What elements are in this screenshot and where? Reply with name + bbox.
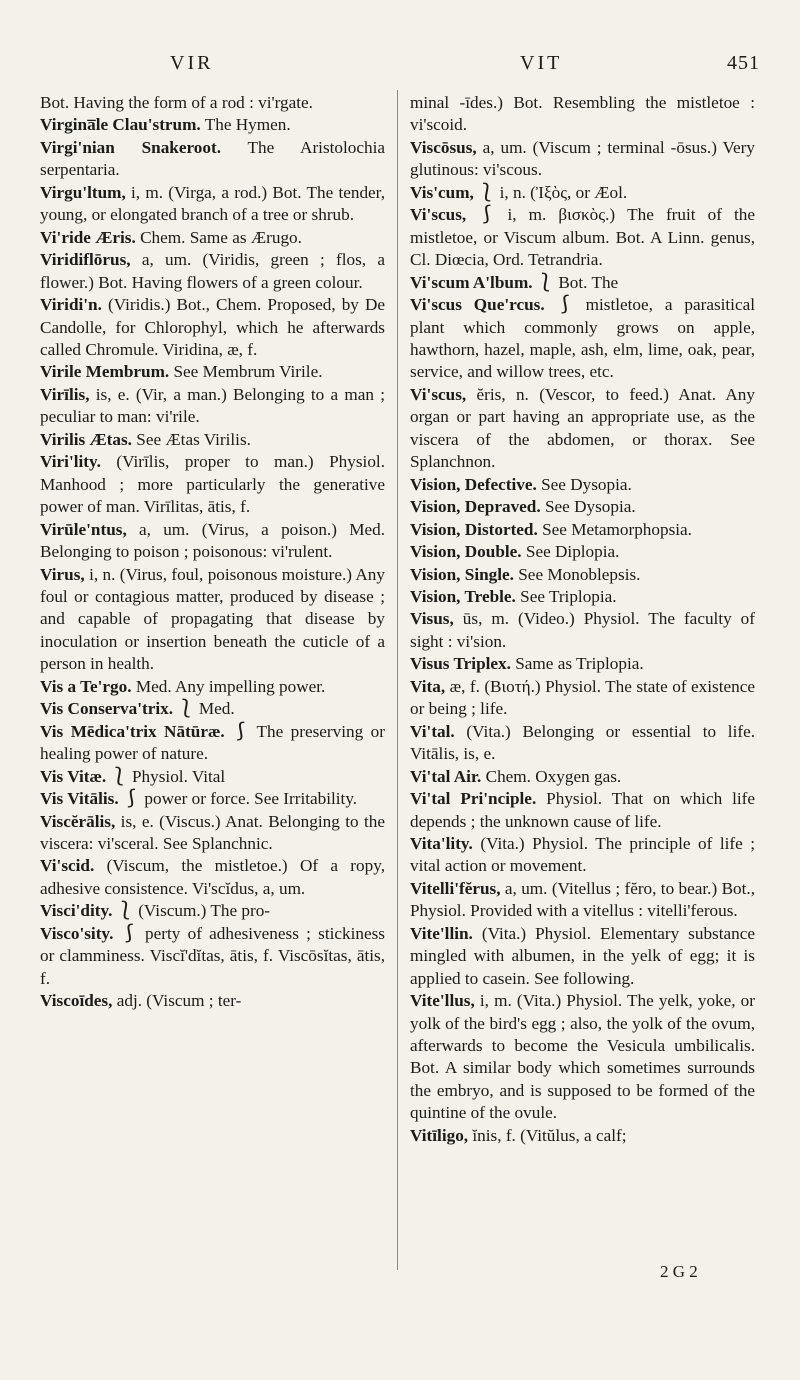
column-divider [397,90,398,1270]
dictionary-entry [40,227,385,249]
entry-headword: Virgi'nian Snakeroot. [40,137,222,157]
dictionary-entry [410,833,755,878]
entry-definition: power or force. See Irritability. [140,789,358,809]
entry-definition: Same as Triplopia. [510,654,644,674]
dictionary-entry [40,114,385,136]
entry-headword: Vis Mēdica'trix Nātūræ. ⎰ [40,721,250,741]
entry-definition: See Monoblepsis. [513,564,641,584]
entry-headword: Vis Conserva'trix. ⎱ [40,699,195,719]
entry-definition: Chem. Oxygen gas. [481,766,622,786]
entry-headword: Viri'lity. [40,452,101,472]
dictionary-entry [40,788,385,810]
dictionary-entry [40,92,385,114]
entry-definition: The Aristolochia serpentaria. [40,137,385,180]
dictionary-entry [40,384,385,429]
entry-headword: Vis Vitālis. ⎰ [40,789,141,809]
entry-headword: Vi'tal. [410,721,455,741]
entry-definition: adj. (Viscum ; ter- [112,991,242,1011]
dictionary-entry [40,294,385,361]
dictionary-entry [40,766,385,788]
entry-definition: Chem. Same as Ærugo. [135,227,302,247]
entry-headword: Vi'scid. [40,856,95,876]
entry-definition: ĭnis, f. (Vitŭlus, a calf; [468,1125,627,1145]
entry-definition: Bot. The [554,272,619,292]
entry-definition: Physiol. That on which life depends ; the unknown cause of life. [410,789,756,831]
dictionary-entry [410,788,755,833]
entry-headword: Vi'scum A'lbum. ⎱ [410,272,555,292]
entry-headword: Vitelli'fĕrus, [410,878,501,898]
entry-headword: Visus Triplex. [410,654,511,674]
entry-definition: Bot. Having the form of a rod : vi'rgate. [40,93,313,112]
entry-headword: Vi'tal Pri'nciple. [410,789,537,809]
entry-definition: i, n. (Virus, foul, poisonous moisture.) Any foul or contagious matter, produced by disease ; and capable of propagating that disease by inoculation or insertion beneath the cuticle of a person in health. [40,564,385,674]
dictionary-entry [40,676,385,698]
right-column [410,92,755,1147]
header-right-guide: VIT [520,52,563,74]
entry-headword: Viscōsus, [410,137,477,157]
page-number: 451 [727,52,760,74]
entry-headword: Vis a Te'rgo. [40,676,132,696]
dictionary-entry [40,855,385,900]
entry-definition: (Viridis.) Bot., Chem. Proposed, by De Candolle, for Chlorophyl, which he afterwards called Chromule. Viridina, æ, f. [40,295,385,359]
entry-definition: a, um. (Viridis, green ; flos, a flower.) Bot. Having flowers of a green colour. [40,250,385,292]
entry-definition: See Triplopia. [515,586,617,606]
entry-headword: Viscĕrālis, [40,811,116,831]
entry-definition: æ, f. (Βιοτή.) Physiol. The state of existence or being ; life. [410,676,755,719]
entry-definition: (Viscum.) The pro- [133,901,271,921]
entry-definition: (Virīlis, proper to man.) Physiol. Manhood ; more particularly the generative power of man. Virīlitas, ātis, f. [40,452,385,517]
dictionary-entry [40,564,385,676]
entry-definition: The preserving or healing power of nature. [40,721,385,764]
entry-definition: See Membrum Virile. [169,362,323,382]
dictionary-entry [410,586,755,608]
entry-definition: See Diplopia. [521,542,620,562]
entry-definition: minal -īdes.) Bot. Resembling the mistletoe : vi'scoid. [410,93,755,135]
entry-headword: Vite'llin. [410,923,473,943]
left-column [40,92,385,1013]
dictionary-entry [410,766,755,788]
dictionary-entry [410,676,755,721]
dictionary-entry [410,519,755,541]
entry-headword: Virīlis, [40,384,90,404]
dictionary-entry [40,361,385,383]
entry-headword: Vi'ride Æris. [40,227,136,247]
dictionary-entry [410,1125,755,1147]
dictionary-entry [40,451,385,518]
dictionary-entry [40,519,385,564]
entry-headword: Vi'tal Air. [410,766,482,786]
entry-headword: Vi'scus Que'rcus. ⎰ [410,295,574,315]
dictionary-entry [40,811,385,856]
entry-definition: See Dysopia. [536,474,632,494]
dictionary-entry [40,721,385,766]
entry-headword: Virgu'ltum, [40,182,126,202]
entry-headword: Viridiflōrus, [40,250,131,270]
entry-definition: i, m. (Vita.) Physiol. The yelk, yoke, or yolk of the bird's egg ; also, the yolk of the ovum, afterwards to become the Vesicula umbilicalis. Bot. A similar body which sometimes surrounds the embryo, and is supposed to be formed of the quintine of the ovule. [410,991,755,1123]
entry-definition: is, e. (Vir, a man.) Belonging to a man ; peculiar to man: vi'rile. [40,384,385,427]
dictionary-entry [40,249,385,294]
dictionary-entry [410,137,755,182]
dictionary-entry [410,294,755,384]
dictionary-entry [410,721,755,766]
entry-headword: Vite'llus, [410,991,475,1011]
entry-definition: perty of adhesiveness ; stickiness or clamminess. Viscĭ'dĭtas, ātis, f. Viscōsĭtas, ātis, f. [40,923,385,988]
dictionary-entry [410,92,755,137]
entry-headword: Vision, Distorted. [410,519,538,539]
running-header [40,52,760,82]
entry-headword: Vision, Depraved. [410,497,541,517]
dictionary-entry [410,990,755,1125]
dictionary-entry [410,272,755,294]
entry-headword: Vitīligo, [410,1125,469,1145]
entry-headword: Vita'lity. [410,833,473,853]
dictionary-entry [410,204,755,271]
dictionary-entry [410,608,755,653]
entry-headword: Vi'scus, [410,384,467,404]
dictionary-entry [410,384,755,474]
dictionary-entry [40,900,385,922]
entry-definition: (Vita.) Physiol. Elementary substance mingled with albumen, in the yelk of egg; it is applied to casein. See following. [410,923,755,988]
entry-definition: Med. Any impelling power. [131,676,326,696]
entry-headword: Vi'scus, ⎰ [410,205,496,225]
dictionary-entry [40,698,385,720]
header-left-guide: VIR [170,52,214,74]
entry-definition: i, m. βισκὸς.) The fruit of the mistletoe, or Viscum album. Bot. A Linn. genus, Cl. Diœcia, Ord. Tetrandria. [410,205,755,270]
dictionary-entry [410,923,755,990]
entry-headword: Virgina̅le Clau'strum. [40,115,201,135]
entry-headword: Virile Membrum. [40,362,170,382]
entry-definition: See Ætas Virilis. [131,429,251,449]
entry-definition: mistletoe, a parasitical plant which commonly grows on apple, hawthorn, hazel, maple, ash, elm, lime, oak, pear, service, and willow trees, etc. [410,295,755,382]
entry-definition: ĕris, n. (Vescor, to feed.) Anat. Any organ or part having an appropriate use, as the viscera of the abdomen, or thorax. See Splanchnon. [410,384,755,472]
entry-definition: a, um. (Viscum ; terminal -ōsus.) Very glutinous: vi'scous. [410,137,755,180]
entry-headword: Virilis Ætas. [40,429,132,449]
entry-definition: The Hymen. [200,115,291,135]
entry-definition: is, e. (Viscus.) Anat. Belonging to the viscera: vi'sceral. See Splanchnic. [40,811,385,853]
entry-headword: Vision, Treble. [410,586,516,606]
entry-headword: Visco'sity. ⎰ [40,923,138,943]
entry-definition: (Viscum, the mistletoe.) Of a ropy, adhesive consistence. Vi'scĭdus, a, um. [40,856,385,898]
dictionary-entry [410,564,755,586]
entry-definition: See Dysopia. [540,497,636,517]
dictionary-entry [40,137,385,182]
dictionary-entry [40,990,385,1012]
entry-definition: Physiol. Vital [127,766,226,786]
dictionary-entry [40,182,385,227]
dictionary-entry [40,429,385,451]
dictionary-entry [410,541,755,563]
dictionary-entry [410,653,755,675]
entry-definition: i, m. (Virga, a rod.) Bot. The tender, young, or elongated branch of a tree or shrub. [40,182,385,225]
entry-definition: a, um. (Vitellus ; fĕro, to bear.) Bot., Physiol. Provided with a vitellus : vitelli'ferous. [410,878,755,921]
entry-headword: Vita, [410,676,446,696]
entry-headword: Viscoīdes, [40,991,113,1011]
entry-definition: i, n. (Ἰξὸς, or Æol. [495,182,628,202]
entry-headword: Vis'cum, ⎱ [410,182,496,202]
entry-headword: Visus, [410,609,454,629]
dictionary-entry [410,474,755,496]
signature-mark: 2 G 2 [660,1262,698,1281]
entry-headword: Viridi'n. [40,295,102,315]
entry-definition: (Vita.) Physiol. The principle of life ; vital action or movement. [410,833,755,876]
entry-definition: Med. [194,699,235,719]
entry-headword: Virus, [40,564,85,584]
entry-headword: Vision, Defective. [410,474,537,494]
entry-definition: a, um. (Virus, a poison.) Med. Belonging to poison ; poisonous: vi'rulent. [40,519,385,562]
entry-headword: Virūle'ntus, [40,519,127,539]
entry-headword: Vision, Single. [410,564,514,584]
entry-definition: (Vita.) Belonging or essential to life. Vitālis, is, e. [410,721,755,764]
entry-headword: Visci'dity. ⎱ [40,901,134,921]
entry-definition: See Metamorphopsia. [537,519,692,539]
dictionary-entry [40,923,385,990]
dictionary-entry [410,182,755,204]
dictionary-entry [410,878,755,923]
entry-definition: ūs, m. (Video.) Physiol. The faculty of sight : vi'sion. [410,609,755,651]
entry-headword: Vision, Double. [410,542,522,562]
entry-headword: Vis Vitæ. ⎱ [40,766,128,786]
dictionary-entry [410,496,755,518]
